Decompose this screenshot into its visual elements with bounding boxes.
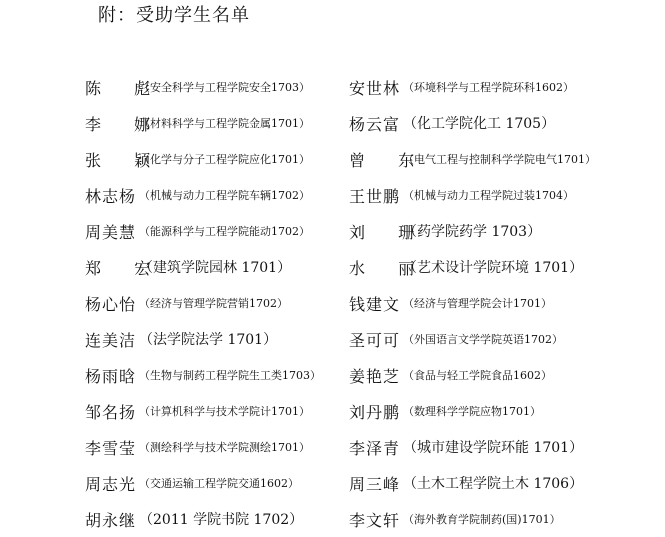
- student-affiliation: （计算机科学与技术学院计1701）: [139, 405, 310, 418]
- student-entry: [85, 69, 321, 105]
- left-column: [85, 69, 321, 537]
- student-entry: [349, 213, 596, 249]
- student-affiliation: （食品与轻工学院食品1602）: [403, 369, 552, 382]
- student-affiliation: （海外教育学院制药(国)1701）: [403, 513, 561, 526]
- student-name: 钱建文: [349, 294, 401, 314]
- student-entry: [85, 501, 321, 537]
- student-affiliation: （药学院药学 1703）: [403, 224, 542, 240]
- student-name: 杨云富: [349, 114, 401, 134]
- student-entry: [349, 429, 596, 465]
- student-name: 连美洁: [85, 330, 137, 350]
- student-affiliation: （艺术设计学院环境 1701）: [403, 260, 584, 276]
- student-entry: [85, 285, 321, 321]
- student-affiliation: （外国语言文学学院英语1702）: [403, 333, 563, 346]
- student-affiliation: （城市建设学院环能 1701）: [403, 440, 584, 456]
- student-affiliation: （数理科学学院应物1701）: [403, 405, 541, 418]
- student-affiliation: （化学与分子工程学院应化1701）: [139, 153, 310, 166]
- student-entry: [85, 393, 321, 429]
- student-affiliation: （经济与管理学院会计1701）: [403, 297, 552, 310]
- student-name: 邹名扬: [85, 402, 137, 422]
- student-entry: [85, 357, 321, 393]
- student-entry: [349, 321, 596, 357]
- student-affiliation: （安全科学与工程学院安全1703）: [139, 81, 310, 94]
- student-entry: [85, 141, 321, 177]
- student-name: 林志杨: [85, 186, 137, 206]
- student-entry: [349, 177, 596, 213]
- student-name: 刘 珊: [349, 222, 429, 242]
- student-affiliation: （法学院法学 1701）: [139, 332, 278, 348]
- student-affiliation: （电气工程与控制科学学院电气1701）: [403, 153, 596, 166]
- student-entry: [349, 501, 596, 537]
- student-name: 周三峰: [349, 474, 401, 494]
- student-affiliation: （经济与管理学院营销1702）: [139, 297, 288, 310]
- student-affiliation: （能源科学与工程学院能动1702）: [139, 225, 310, 238]
- student-entry: [85, 249, 321, 285]
- student-entry: [349, 465, 596, 501]
- student-name: 陈 彪: [85, 78, 165, 98]
- student-name: 安世林: [349, 78, 401, 98]
- student-name: 曾 东: [349, 150, 429, 170]
- student-entry: [349, 105, 596, 141]
- student-name: 胡永继: [85, 510, 137, 530]
- student-affiliation: （化工学院化工 1705）: [403, 116, 556, 132]
- student-entry: [349, 393, 596, 429]
- student-affiliation: （土木工程学院土木 1706）: [403, 476, 584, 492]
- student-entry: [349, 357, 596, 393]
- student-name: 张 颖: [85, 150, 165, 170]
- student-name: 周志光: [85, 474, 137, 494]
- student-affiliation: （材料科学与工程学院金属1701）: [139, 117, 310, 130]
- student-affiliation: （交通运输工程学院交通1602）: [139, 477, 299, 490]
- document-heading: 附：受助学生名单: [98, 5, 250, 26]
- student-entry: [85, 465, 321, 501]
- student-entry: [85, 321, 321, 357]
- student-name: 李文轩: [349, 510, 401, 530]
- student-name: 王世鹏: [349, 186, 401, 206]
- student-entry: [85, 213, 321, 249]
- student-name: 杨心怡: [85, 294, 137, 314]
- student-name: 郑 宏: [85, 258, 165, 278]
- student-entry: [349, 285, 596, 321]
- student-affiliation: （生物与制药工程学院生工类1703）: [139, 369, 321, 382]
- student-name: 李雪莹: [85, 438, 137, 458]
- student-name: 刘丹鹏: [349, 402, 401, 422]
- right-column: [349, 69, 596, 537]
- student-affiliation: （建筑学院园林 1701）: [139, 260, 292, 276]
- student-name: 杨雨晗: [85, 366, 137, 386]
- student-name: 李 娜: [85, 114, 165, 134]
- student-affiliation: （2011 学院书院 1702）: [139, 512, 304, 528]
- student-name: 姜艳芝: [349, 366, 401, 386]
- student-name: 圣可可: [349, 330, 401, 350]
- student-name: 周美慧: [85, 222, 137, 242]
- student-entry: [85, 105, 321, 141]
- student-name: 李泽青: [349, 438, 401, 458]
- student-affiliation: （机械与动力工程学院车辆1702）: [139, 189, 310, 202]
- student-affiliation: （机械与动力工程学院过装1704）: [403, 189, 574, 202]
- student-entry: [85, 429, 321, 465]
- student-affiliation: （测绘科学与技术学院测绘1701）: [139, 441, 310, 454]
- student-entry: [85, 177, 321, 213]
- student-name: 水 丽: [349, 258, 429, 278]
- student-entry: [349, 249, 596, 285]
- student-entry: [349, 69, 596, 105]
- student-entry: [349, 141, 596, 177]
- student-affiliation: （环境科学与工程学院环科1602）: [403, 81, 574, 94]
